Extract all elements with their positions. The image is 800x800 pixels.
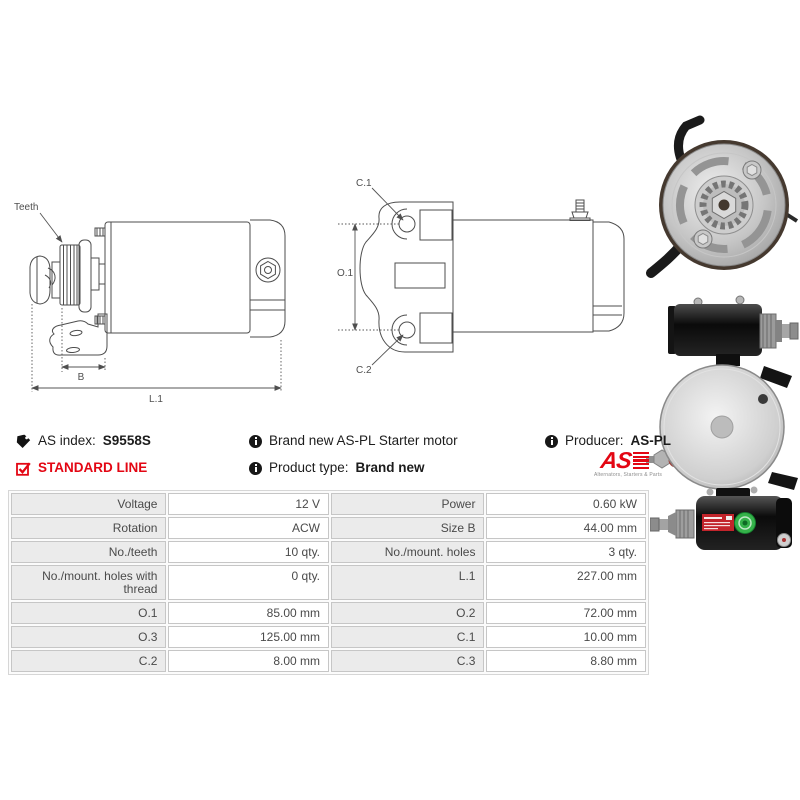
as-index-value: S9558S (102, 433, 151, 448)
product-type-label: Product type: (269, 460, 349, 475)
spec-label-cell: O.1 (11, 602, 166, 624)
spec-value-cell: 0 qty. (168, 565, 329, 600)
as-index-row (16, 433, 151, 449)
spec-value-cell: 12 V (168, 493, 329, 515)
spec-label-cell: C.3 (331, 650, 484, 672)
dim-label-teeth: Teeth (14, 202, 39, 213)
product-type-row (249, 460, 425, 476)
description-row (249, 433, 458, 449)
spec-label-cell: Size B (331, 517, 484, 539)
table-row (11, 493, 646, 515)
technical-drawing-bracket-view (326, 158, 646, 403)
standard-line-badge: STANDARD LINE (38, 460, 148, 475)
spec-label-cell: O.3 (11, 626, 166, 648)
spec-value-cell: 85.00 mm (168, 602, 329, 624)
spec-label-cell: Voltage (11, 493, 166, 515)
spec-value-cell: 10.00 mm (486, 626, 646, 648)
table-row (11, 650, 646, 672)
aspl-logo-tagline: Alternators, Starters & Parts (594, 472, 663, 478)
product-photo-side-view-bottom[interactable] (650, 476, 800, 562)
info-icon (249, 462, 262, 475)
spec-value-cell: 8.80 mm (486, 650, 646, 672)
dim-label-b: B (77, 372, 85, 383)
product-type-value: Brand new (355, 460, 425, 475)
product-description: Brand new AS-PL Starter motor (269, 433, 458, 448)
spec-value-cell: 125.00 mm (168, 626, 329, 648)
technical-drawing-side-view (4, 186, 304, 416)
spec-label-cell: No./teeth (11, 541, 166, 563)
aspl-logo (594, 447, 663, 478)
spec-table (8, 490, 649, 675)
spec-value-cell: 44.00 mm (486, 517, 646, 539)
product-photo-front-view[interactable] (646, 110, 800, 298)
spec-value-cell: 0.60 kW (486, 493, 646, 515)
producer-label: Producer: (565, 433, 624, 448)
producer-value: AS-PL (630, 433, 672, 448)
spec-label-cell: O.2 (331, 602, 484, 624)
spec-label-cell: Rotation (11, 517, 166, 539)
dim-label-c2: C.2 (356, 365, 372, 376)
standard-line-row (16, 460, 147, 476)
table-row (11, 565, 646, 600)
table-row (11, 541, 646, 563)
dim-label-c1: C.1 (356, 178, 372, 189)
spec-label-cell: C.2 (11, 650, 166, 672)
spec-value-cell: 3 qty. (486, 541, 646, 563)
dim-label-l1: L.1 (149, 394, 163, 405)
dim-label-o1: O.1 (337, 268, 354, 279)
info-icon (249, 435, 262, 448)
aspl-logo-text: AS (599, 447, 633, 473)
info-icon (545, 435, 558, 448)
tag-icon (16, 434, 31, 449)
spec-label-cell: C.1 (331, 626, 484, 648)
spec-label-cell: L.1 (331, 565, 484, 600)
as-index-label: AS index: (38, 433, 96, 448)
table-row (11, 517, 646, 539)
spec-label-cell: No./mount. holes with thread (11, 565, 166, 600)
spec-label-cell: No./mount. holes (331, 541, 484, 563)
spec-value-cell: 72.00 mm (486, 602, 646, 624)
spec-label-cell: Power (331, 493, 484, 515)
aspl-logo-stripes (633, 452, 649, 469)
spec-value-cell: ACW (168, 517, 329, 539)
spec-value-cell: 8.00 mm (168, 650, 329, 672)
table-row (11, 602, 646, 624)
spec-value-cell: 227.00 mm (486, 565, 646, 600)
table-row (11, 626, 646, 648)
checkbox-checked-icon (16, 461, 31, 476)
spec-value-cell: 10 qty. (168, 541, 329, 563)
